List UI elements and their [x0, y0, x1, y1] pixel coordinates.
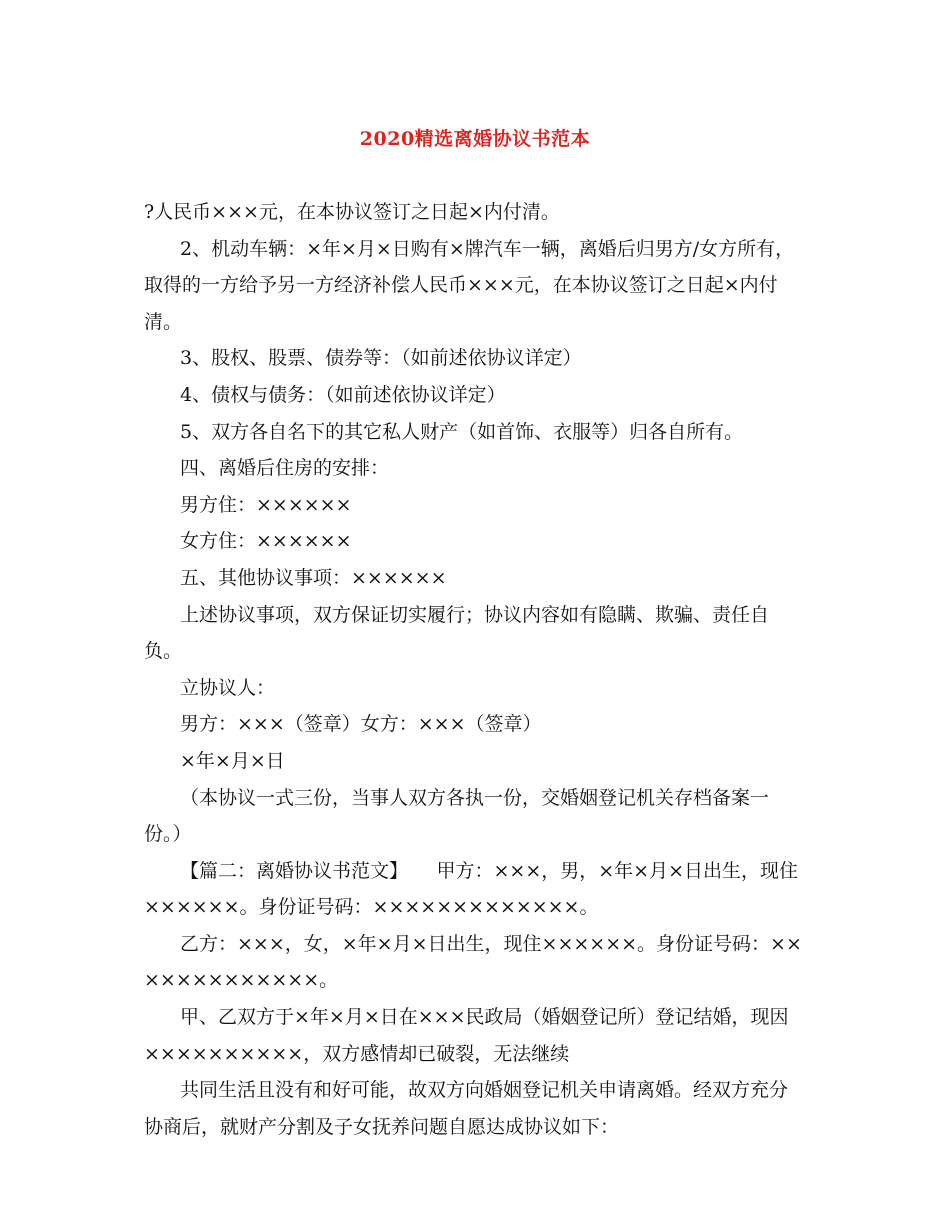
paragraph: ?人民币×××元，在本协议签订之日起×内付清。 [144, 201, 560, 223]
paragraph: 2、机动车辆：×年×月×日购有×牌汽车一辆，离婚后归男方/女方所有，取得的一方给予另一方经济补偿人民币×××元，在本协议签订之日起×内付清。 [144, 237, 795, 333]
signature-line: 男方：×××（签章）女方：×××（签章） [180, 713, 542, 736]
section-heading: 四、离婚后住房的安排： [180, 457, 390, 480]
paragraph: 3、股权、股票、债券等：（如前述依协议详定） [180, 347, 582, 370]
paragraph: （本协议一式三份，当事人双方各执一份，交婚姻登记机关存档备案一份。） [144, 786, 770, 846]
paragraph: 共同生活且没有和好可能，故双方向婚姻登记机关申请离婚。经双方充分协商后，就财产分割及子女抚养问题自愿达成协议如下： [144, 1079, 789, 1138]
paragraph: 5、双方各自名下的其它私人财产（如首饰、衣服等）归各自所有。 [180, 420, 744, 443]
paragraph: 【篇二：离婚协议书范文】 甲方：×××，男，×年×月×日出生，现住××××××。身份证号码：×××××××××××××。 [144, 859, 799, 919]
paragraph: 立协议人： [180, 676, 276, 699]
paragraph: 女方住：×××××× [180, 530, 352, 553]
paragraph: 4、债权与债务：（如前述依协议详定） [180, 383, 506, 406]
document-title: 2020精选离婚协议书范本 [359, 128, 591, 150]
date-line: ×年×月×日 [180, 749, 285, 772]
paragraph: 乙方：×××，女，×年×月×日出生，现住××××××。身份证号码：×××××××××××××。 [144, 932, 802, 992]
paragraph: 上述协议事项，双方保证切实履行；协议内容如有隐瞒、欺骗、责任自负。 [144, 603, 770, 663]
paragraph: 甲、乙双方于×年×月×日在×××民政局（婚姻登记所）登记结婚，现因××××××××××，双方感情却已破裂，无法继续 [144, 1006, 789, 1065]
paragraph: 男方住：×××××× [180, 493, 352, 516]
section-heading: 五、其他协议事项：×××××× [180, 566, 447, 589]
document-body [144, 194, 804, 1145]
